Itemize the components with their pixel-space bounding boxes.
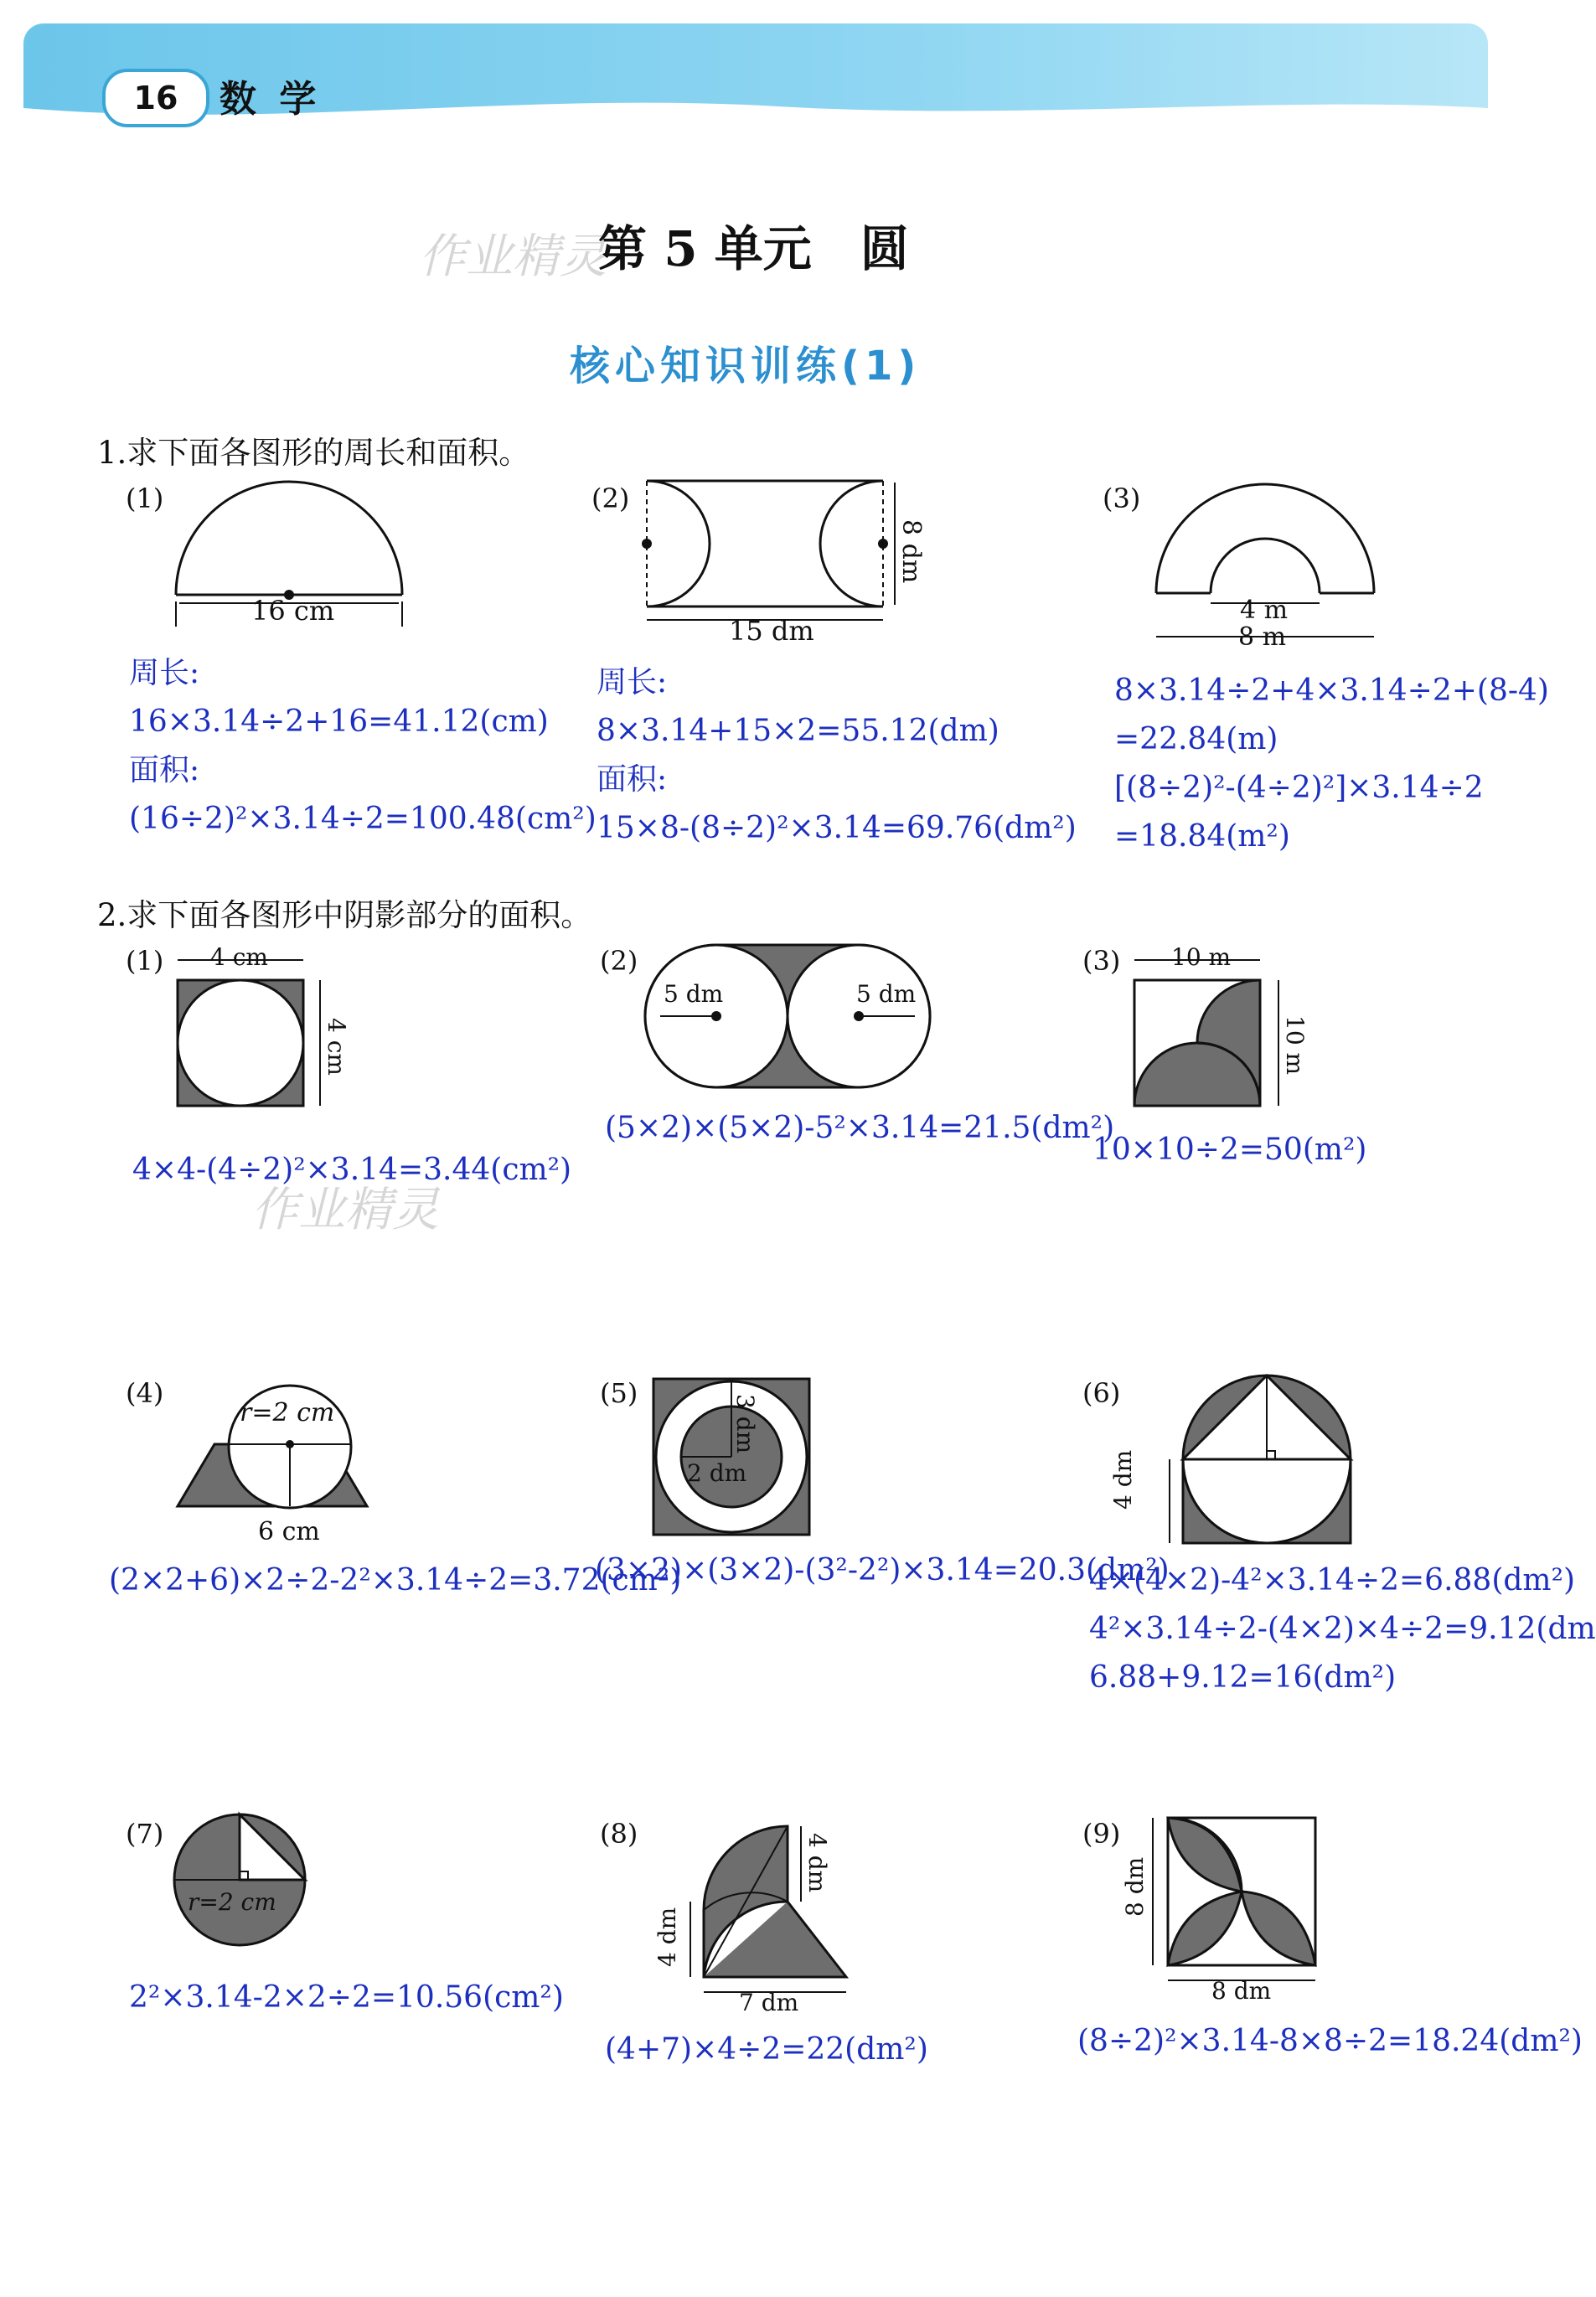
q2-4-answer: (2×2+6)×2÷2-2²×3.14÷2=3.72(cm²) bbox=[109, 1563, 682, 1598]
q2-1-answer: 4×4-(4÷2)²×3.14=3.44(cm²) bbox=[132, 1153, 572, 1187]
q2-8-dim-base: 7 dm bbox=[739, 1989, 799, 2016]
q1-1-answer: 周长: 16×3.14÷2+16=41.12(cm) 面积: (16÷2)²×3.14÷2=100.48(cm²) bbox=[129, 656, 597, 836]
q2-8-trapezoid-arcs-figure bbox=[645, 1809, 863, 2019]
q2-4-radius: r=2 cm bbox=[240, 1398, 335, 1427]
q2-item-7-tag: (7) bbox=[126, 1818, 164, 1850]
q2-6-circle-triangle-figure bbox=[1109, 1376, 1366, 1551]
q2-7-circle-triangle-figure bbox=[173, 1813, 315, 1955]
q2-6-answer: 4×(4×2)-4²×3.14÷2=6.88(dm²) 4²×3.14÷2-(4×2)×4÷2=9.12(dm 6.88+9.12=16(dm²) bbox=[1089, 1563, 1596, 1695]
q2-3-answer: 10×10÷2=50(m²) bbox=[1092, 1133, 1367, 1167]
q2-9-square-leaves-figure bbox=[1121, 1813, 1329, 2005]
q2-7-answer: 2²×3.14-2×2÷2=10.56(cm²) bbox=[129, 1980, 564, 2015]
q2-4-base: 6 cm bbox=[258, 1517, 320, 1546]
q2-9-dim-base: 8 dm bbox=[1211, 1977, 1272, 2005]
question-1-stem: 1.求下面各图形的周长和面积。 bbox=[97, 435, 530, 471]
q2-8-answer: (4+7)×4÷2=22(dm²) bbox=[605, 2032, 928, 2067]
q2-5-answer: (3×2)×(3×2)-(3²-2²)×3.14=20.3(dm²) bbox=[595, 1553, 1170, 1587]
q1-3-answer: 8×3.14÷2+4×3.14÷2+(8-4) =22.84(m) [(8÷2)²-(4÷2)²]×3.14÷2 =18.84(m²) bbox=[1114, 674, 1549, 854]
q2-item-9-tag: (9) bbox=[1082, 1818, 1121, 1850]
q2-item-4-tag: (4) bbox=[126, 1377, 164, 1409]
q2-1-square-circle-figure bbox=[173, 943, 357, 1114]
q2-4-trapezoid-circle-figure bbox=[173, 1376, 382, 1546]
q2-8-dim-right: 4 dm bbox=[803, 1833, 831, 1893]
q2-item-5-tag: (5) bbox=[600, 1377, 638, 1409]
q2-item-8-tag: (8) bbox=[600, 1818, 638, 1850]
q2-2-answer: (5×2)×(5×2)-5²×3.14=21.5(dm²) bbox=[605, 1111, 1115, 1145]
subject-label: 数 学 bbox=[220, 78, 322, 121]
q2-item-1-tag: (1) bbox=[126, 945, 164, 977]
q2-7-radius: r=2 cm bbox=[188, 1888, 276, 1916]
q2-2-dim-right: 5 dm bbox=[856, 980, 917, 1008]
q2-5-dim-inner: 2 dm bbox=[687, 1459, 747, 1487]
unit-title: 第 5 单元 圆 bbox=[598, 220, 909, 277]
q1-2-answer: 周长: 8×3.14+15×2=55.12(dm) 面积: 15×8-(8÷2)²×3.14=69.76(dm²) bbox=[597, 665, 1077, 845]
q2-1-dim-top: 4 cm bbox=[210, 943, 268, 971]
watermark-middle: 作业精灵 bbox=[251, 1183, 439, 1237]
q2-9-dim-side: 8 dm bbox=[1121, 1856, 1149, 1917]
q2-2-two-circles-figure bbox=[645, 942, 938, 1092]
q2-5-dim-outer: 3 dm bbox=[731, 1394, 759, 1454]
q2-1-dim-side: 4 cm bbox=[323, 1018, 350, 1076]
q1-semicircle-figure bbox=[168, 477, 411, 645]
q2-2-dim-left: 5 dm bbox=[664, 980, 724, 1008]
q2-9-answer: (8÷2)²×3.14-8×8÷2=18.24(dm²) bbox=[1077, 2024, 1583, 2058]
q2-item-2-tag: (2) bbox=[600, 945, 638, 977]
q2-item-3-tag: (3) bbox=[1082, 945, 1121, 977]
q1-3-dim-outer: 8 m bbox=[1238, 622, 1287, 652]
q2-8-dim-left: 4 dm bbox=[653, 1907, 681, 1967]
q2-5-square-ring-figure bbox=[650, 1376, 818, 1535]
q2-3-dim-side: 10 m bbox=[1281, 1015, 1309, 1076]
q2-item-6-tag: (6) bbox=[1082, 1377, 1121, 1409]
q1-2-dim-width: 15 dm bbox=[729, 615, 814, 647]
q2-3-dim-top: 10 m bbox=[1171, 943, 1232, 971]
page-number: 16 bbox=[102, 69, 209, 127]
q1-2-dim-height: 8 dm bbox=[896, 519, 926, 584]
q1-half-ring-figure bbox=[1148, 477, 1399, 658]
section-title: 核心知识训练(1) bbox=[570, 343, 922, 390]
q1-item-3-tag: (3) bbox=[1103, 483, 1141, 514]
q2-3-square-arcs-figure bbox=[1131, 943, 1324, 1114]
q1-item-2-tag: (2) bbox=[591, 483, 630, 514]
watermark-top: 作业精灵 bbox=[419, 230, 607, 284]
q1-rect-with-semicircles-figure bbox=[637, 477, 926, 647]
q1-3-dim-inner: 4 m bbox=[1240, 596, 1289, 625]
q2-6-dim: 4 dm bbox=[1109, 1449, 1137, 1510]
q1-1-dim: 16 cm bbox=[251, 595, 335, 627]
q1-item-1-tag: (1) bbox=[126, 483, 164, 514]
question-2-stem: 2.求下面各图形中阴影部分的面积。 bbox=[97, 897, 592, 933]
